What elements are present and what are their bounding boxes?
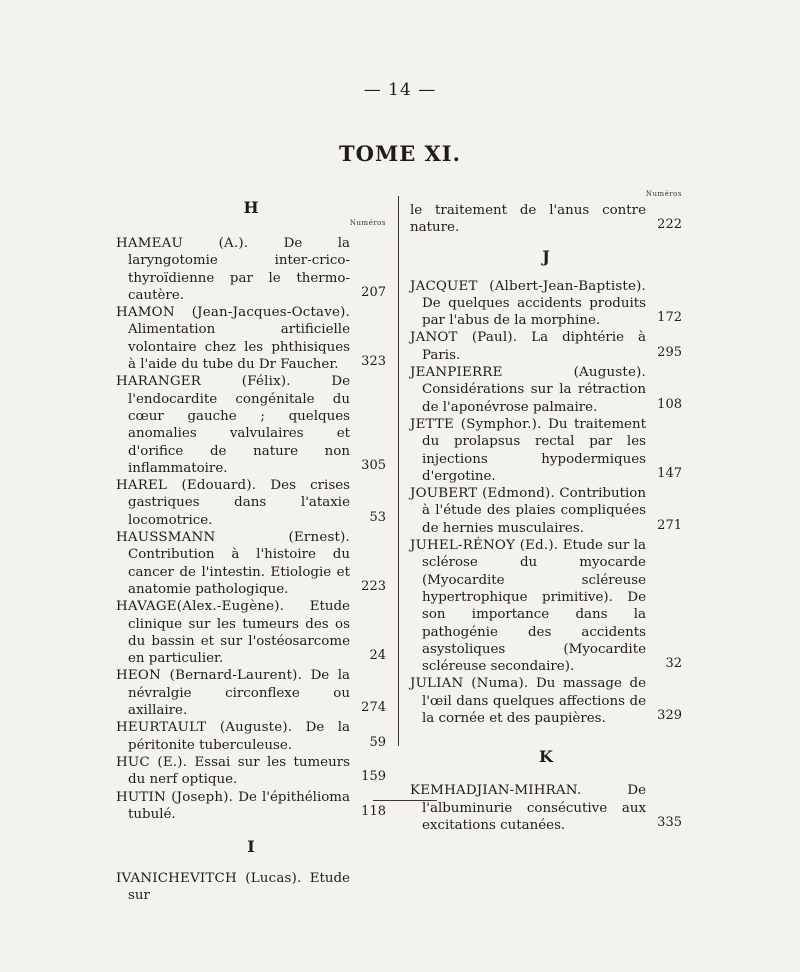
- entry-number: 118: [361, 803, 386, 819]
- entry-title: De l'épithélioma tubulé.: [128, 789, 350, 822]
- entry-title: Etude sur la sclérose du myocarde (Myocardite scléreuse hypertrophique primitive). De son importance dans la pathogénie des accidents asystoliques (Myocardite scléreuse secondaire).: [422, 538, 646, 675]
- entry-author: HAMON (Jean-Jacques-Octave).: [116, 305, 350, 321]
- entry-author: HAVAGE(Alex.-Eugène).: [116, 599, 285, 615]
- index-entry: [116, 598, 386, 667]
- entry-author: JANOT (Paul).: [410, 330, 518, 346]
- entry-number: 323: [361, 354, 386, 370]
- entry-number: 335: [657, 814, 682, 830]
- numeros-label: Numéros: [349, 219, 386, 227]
- index-entry: [410, 675, 682, 727]
- index-entry: [116, 870, 386, 905]
- entry-number: 32: [665, 656, 682, 672]
- entry-author: HEON (Bernard-Laurent).: [116, 668, 303, 684]
- entry-author: HARANGER (Félix).: [116, 374, 291, 390]
- entry-author: JACQUET (Albert-Jean-Baptiste).: [410, 278, 646, 294]
- entry-number: 53: [369, 509, 386, 525]
- page-number: — 14 —: [363, 80, 437, 100]
- entry-number: 207: [361, 284, 386, 300]
- entry-number: 222: [657, 217, 682, 233]
- index-entry: [410, 782, 682, 834]
- section-letter-i: I: [247, 837, 255, 857]
- left-column: [116, 190, 386, 905]
- entry-author: KEMHADJIAN-MIHRAN.: [410, 783, 582, 799]
- entry-title: De l'albuminurie consécutive aux excitations cutanées.: [422, 783, 646, 833]
- entry-title: Considérations sur la rétraction de l'aponévrose palmaire.: [422, 382, 646, 415]
- entry-title: Etude sur: [128, 871, 350, 904]
- entry-author: HAREL (Edouard).: [116, 478, 257, 494]
- entry-number: 295: [657, 344, 682, 360]
- entry-title: Essai sur les tumeurs du nerf optique.: [128, 754, 350, 788]
- entry-title: Contribution à l'étude des plaies compliquées de hernies musculaires.: [422, 486, 646, 536]
- section-letter-j: J: [542, 246, 550, 266]
- entry-author: HUC (E.).: [116, 754, 188, 770]
- index-entry: [116, 235, 386, 304]
- bottom-rule: [373, 800, 437, 801]
- index-entry: [116, 667, 386, 719]
- entry-title: Des crises gastriques dans l'ataxie locomotrice.: [128, 478, 350, 528]
- entry-author: HAUSSMANN (Ernest).: [116, 530, 350, 546]
- volume-title: TOME XI.: [339, 141, 461, 166]
- entry-title: Du massage de l'œil dans quelques affections de la cornée et des paupières.: [422, 676, 646, 727]
- index-entry: [116, 529, 386, 598]
- column-divider: [398, 196, 399, 746]
- entry-author: HAMEAU (A.).: [116, 236, 249, 251]
- entry-number: 305: [361, 457, 386, 473]
- entry-author: JUHEL-RÉNOY (Ed.).: [410, 538, 559, 554]
- entry-number: 147: [657, 465, 682, 481]
- entry-title: De l'endocardite congénitale du cœur gauche ; quelques anomalies valvulaires et d'orifice de nature non inflammatoire.: [128, 374, 350, 476]
- entry-author: JETTE (Symphor.).: [410, 416, 542, 432]
- entry-title: le traitement de l'anus contre nature.: [410, 203, 646, 236]
- entry-title: Alimentation artificielle volontaire chez les phthisiques à l'aide du tube du Dr Faucher.: [128, 322, 350, 373]
- entry-author: JOUBERT (Edmond).: [410, 486, 555, 502]
- entry-author: HEURTAULT (Auguste).: [116, 720, 293, 736]
- numeros-label: Numéros: [645, 190, 682, 198]
- entry-title: Contribution à l'histoire du cancer de l'intestin. Etiologie et anatomie pathologique.: [128, 547, 350, 597]
- right-column: [410, 190, 682, 834]
- entry-number: 271: [657, 517, 682, 533]
- entry-number: 223: [361, 578, 386, 594]
- entry-author: JULIAN (Numa).: [410, 676, 529, 692]
- entry-number: 108: [657, 396, 682, 412]
- entry-number: 274: [361, 700, 386, 716]
- entry-number: 329: [657, 708, 682, 724]
- index-entry: [116, 789, 386, 824]
- index-entry: [410, 537, 682, 675]
- section-letter-h: H: [243, 198, 259, 217]
- entry-number: 24: [369, 648, 386, 664]
- entry-title: La diphtérie à Paris.: [422, 330, 646, 363]
- index-entry: [410, 364, 682, 416]
- entry-title: De la névralgie circonflexe ou axillaire.: [128, 668, 350, 719]
- entry-author: IVANICHEVITCH (Lucas).: [116, 871, 302, 887]
- entry-title: De la péritonite tuberculeuse.: [128, 720, 350, 753]
- section-letter-k: K: [539, 747, 553, 767]
- entry-title: Du traitement du prolapsus rectal par les injections hypodermiques d'ergotine.: [422, 416, 646, 484]
- index-entry: [410, 416, 682, 485]
- entry-number: 172: [657, 310, 682, 326]
- index-entry: [410, 485, 682, 537]
- entry-author: HUTIN (Joseph).: [116, 789, 234, 805]
- index-entry: [410, 278, 682, 330]
- entry-number: 59: [369, 734, 386, 750]
- index-entry: [116, 754, 386, 789]
- entry-title: De la laryngotomie inter-crico-thyroïdienne par le thermo-cautère.: [128, 236, 350, 303]
- index-entry-continuation: [410, 202, 682, 237]
- index-entry: [116, 719, 386, 754]
- entry-author: JEANPIERRE (Auguste).: [410, 365, 646, 381]
- index-entry: [116, 373, 386, 477]
- entry-number: 159: [361, 769, 386, 785]
- index-entry: [410, 329, 682, 364]
- entry-title: De quelques accidents produits par l'abus de la morphine.: [422, 295, 646, 329]
- entry-title: Etude clinique sur les tumeurs des os du bassin et sur l'ostéosarcome en particulier.: [128, 599, 350, 667]
- index-entry: [116, 477, 386, 529]
- index-entry: [116, 304, 386, 373]
